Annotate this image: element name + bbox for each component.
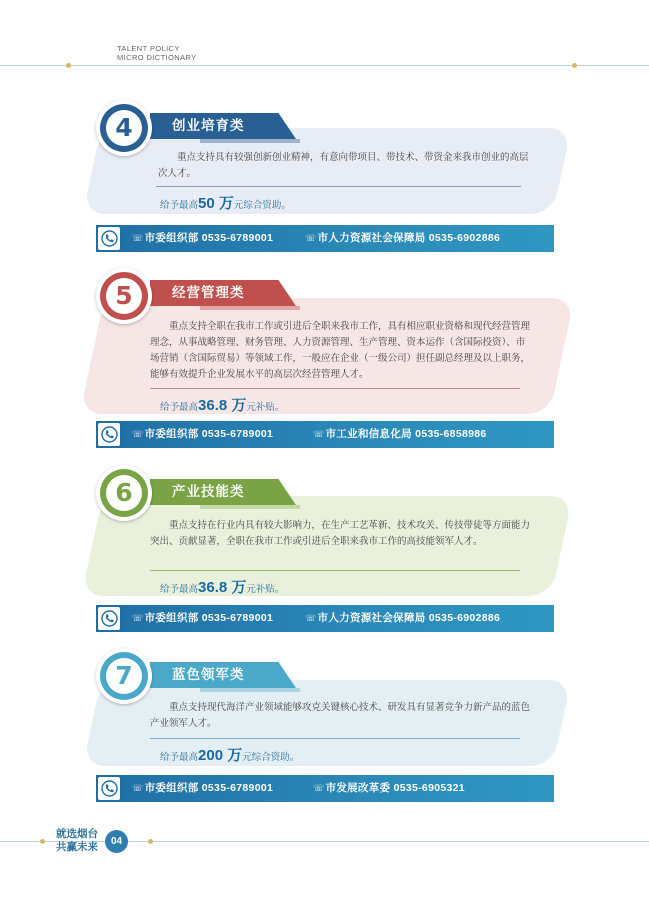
header-title (117, 44, 197, 62)
grant-amount: 200 万 (198, 747, 243, 764)
header-dot-left (66, 63, 71, 68)
phone-icon (96, 775, 122, 802)
tab-accent (200, 139, 300, 143)
section-description: 重点支持在行业内具有较大影响力，在生产工艺革新、技术攻关、传技带徒等方面能力突出、贡献显著，全职在我市工作或引进后全职来我市工作的高技能领军人才。 (150, 520, 531, 547)
section-divider (150, 570, 520, 571)
footer-line1: 就选烟台 (56, 828, 98, 840)
section-description: 重点支持全职在我市工作或引进后全职来我市工作，具有相应职业资格和现代经营管理理念，从事战略管理、财务管理、人力资源管理、生产管理、资本运作（含国际投资）、市场营销（含国际贸易）等领域工作，一般应在企业（一级公司）担任副总经理及以上职务，能够有效提升企业发展水平的高层次经营管理人才。 (150, 321, 531, 380)
grant-text: 给予最高50 万元综合资助。 (160, 195, 291, 212)
header-line2: MICRO DICTIONARY (117, 53, 197, 62)
section-number: 5 (106, 278, 142, 314)
section-description: 重点支持现代海洋产业领域能够攻克关键核心技术、研发具有显著竞争力新产品的蓝色产业领军人才。 (150, 702, 531, 729)
footer-slogan (56, 828, 98, 854)
header-divider (0, 65, 649, 66)
section-title: 蓝色领军类 (172, 667, 245, 682)
contact-2: ☏市人力资源社会保障局 0535-6902886 (305, 232, 501, 244)
header-dot-right (572, 63, 577, 68)
contact-1: ☏市委组织部 0535-6789001 (132, 782, 274, 794)
tab-accent (200, 688, 300, 692)
grant-text: 给予最高36.8 万元补贴。 (160, 579, 285, 596)
section-number-badge (96, 648, 152, 704)
contact-1: ☏市委组织部 0535-6789001 (132, 428, 274, 440)
section-divider (150, 738, 520, 739)
section-title: 经营管理类 (172, 285, 245, 300)
contact-2: ☏市人力资源社会保障局 0535-6902886 (305, 612, 501, 624)
phone-icon (96, 225, 122, 252)
contact-2: ☏市工业和信息化局 0535-6858986 (313, 428, 487, 440)
tab-accent (200, 306, 300, 310)
section-number-badge (96, 268, 152, 324)
contact-1: ☏市委组织部 0535-6789001 (132, 612, 274, 624)
footer-dot-right (148, 839, 153, 844)
phone-icon (96, 605, 122, 632)
tab-accent (200, 505, 300, 509)
section-divider (150, 388, 520, 389)
section-description: 重点支持具有较强创新创业精神，有意向带项目、带技术、带资金来我市创业的高层次人才。 (158, 152, 529, 179)
grant-amount: 36.8 万 (198, 397, 247, 414)
footer-dot-left (40, 839, 45, 844)
grant-amount: 50 万 (198, 195, 234, 212)
grant-text: 给予最高36.8 万元补贴。 (160, 397, 285, 414)
contact-2: ☏市发展改革委 0535-6905321 (313, 782, 465, 794)
section-title: 创业培育类 (172, 118, 245, 133)
section-number: 4 (106, 110, 142, 146)
section-number-badge (96, 100, 152, 156)
footer-line2: 共赢未来 (56, 841, 98, 853)
section-divider (156, 186, 521, 187)
section-number: 6 (106, 475, 142, 511)
page-header (0, 0, 649, 80)
header-line1: TALENT POLICY (117, 44, 180, 53)
section-title: 产业技能类 (172, 484, 245, 499)
section-number-badge (96, 465, 152, 521)
phone-icon (96, 421, 122, 448)
page-number: 04 (105, 830, 128, 853)
section-number: 7 (106, 658, 142, 694)
grant-amount: 36.8 万 (198, 579, 247, 596)
contact-1: ☏市委组织部 0535-6789001 (132, 232, 274, 244)
grant-text: 给予最高200 万元综合资助。 (160, 747, 300, 764)
